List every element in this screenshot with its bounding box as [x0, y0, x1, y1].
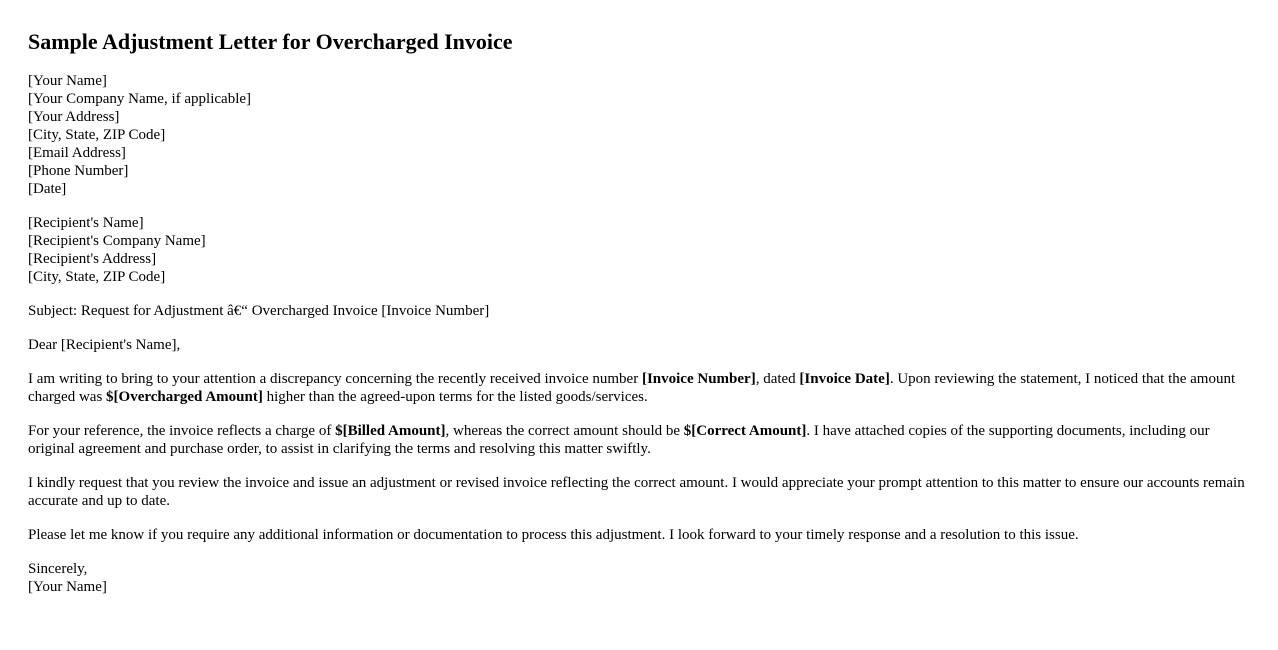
paragraph-text: , whereas the correct amount should be: [445, 423, 684, 439]
letter-date: [Date]: [28, 181, 67, 197]
invoice-number-placeholder: [Invoice Number]: [641, 371, 756, 387]
body-paragraph-3: I kindly request that you review the invoice and issue an adjustment or revised invoice reflecting the correct amount. I would appreciate your prompt attention to this matter to ensure our accounts remain accurate and up to date.: [28, 475, 1245, 509]
sender-city-state-zip: [City, State, ZIP Code]: [28, 127, 166, 143]
closing: Sincerely,: [28, 561, 88, 577]
subject-line: Subject: Request for Adjustment â€“ Overcharged Invoice [Invoice Number]: [28, 303, 490, 319]
paragraph-text: higher than the agreed-upon terms for the listed goods/services.: [262, 389, 648, 405]
recipient-address: [Recipient's Address]: [28, 251, 157, 267]
sender-email: [Email Address]: [28, 145, 126, 161]
sender-company: [Your Company Name, if applicable]: [28, 91, 252, 107]
sender-address: [Your Address]: [28, 109, 120, 125]
invoice-date-placeholder: [Invoice Date]: [799, 371, 890, 387]
greeting: Dear [Recipient's Name],: [28, 337, 181, 353]
sender-address-block: [28, 72, 1250, 198]
signature-name: [Your Name]: [28, 579, 107, 595]
recipient-company: [Recipient's Company Name]: [28, 233, 206, 249]
billed-amount-placeholder: $[Billed Amount]: [335, 423, 446, 439]
sender-name: [Your Name]: [28, 73, 107, 89]
page-title: Sample Adjustment Letter for Overcharged Invoice: [28, 29, 513, 54]
body-paragraph-4: Please let me know if you require any additional information or documentation to process this adjustment. I look forward to your timely response and a resolution to this issue.: [28, 527, 1079, 543]
paragraph-text: , dated: [755, 371, 800, 387]
sender-phone: [Phone Number]: [28, 163, 129, 179]
correct-amount-placeholder: $[Correct Amount]: [683, 423, 807, 439]
paragraph-text: For your reference, the invoice reflects a charge of: [28, 423, 336, 439]
signature-block: [28, 560, 1250, 596]
recipient-name: [Recipient's Name]: [28, 215, 144, 231]
overcharged-amount-placeholder: $[Overcharged Amount]: [106, 389, 263, 405]
body-paragraph-1: [28, 370, 1250, 406]
paragraph-text: . I have attached copies of the supporting documents, including our original agreement and purchase order, to assist in clarifying the terms and resolving this matter swiftly.: [28, 423, 1210, 457]
paragraph-text: . Upon reviewing the statement, I noticed that the amount charged was: [28, 371, 1236, 405]
recipient-address-block: [28, 214, 1250, 286]
body-paragraph-2: [28, 422, 1250, 458]
paragraph-text: I am writing to bring to your attention a discrepancy concerning the recently received invoice number: [28, 371, 642, 387]
recipient-city-state-zip: [City, State, ZIP Code]: [28, 269, 166, 285]
